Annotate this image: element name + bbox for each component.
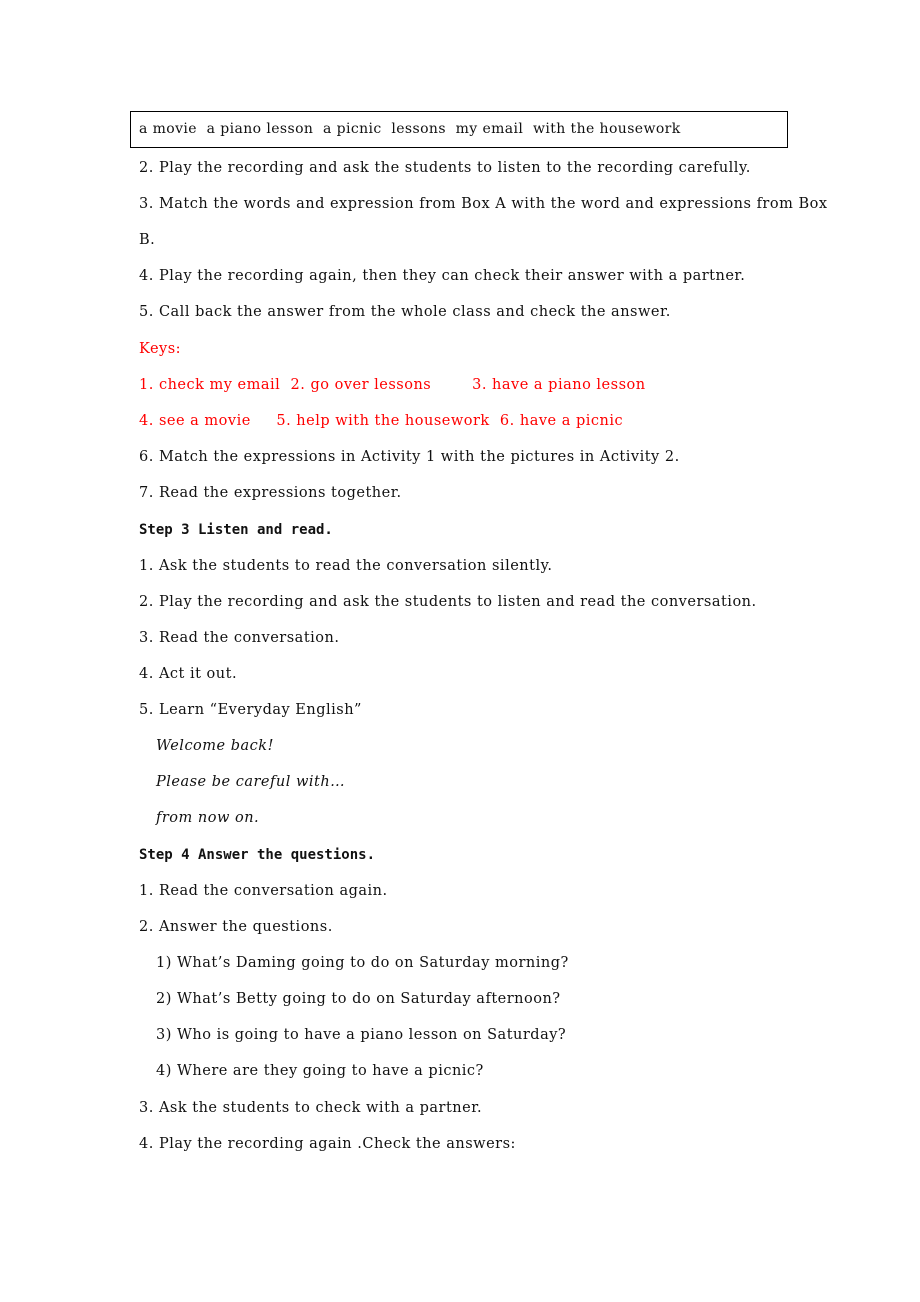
step3-heading: Step 3 Listen and read. bbox=[139, 522, 333, 538]
box-a-text: a movie a piano lesson a picnic lessons my email with the housework bbox=[139, 121, 681, 137]
step4-item: 3. Ask the students to check with a partner. bbox=[139, 1100, 483, 1116]
step4-item: 1. Read the conversation again. bbox=[139, 883, 388, 899]
keys-row: 1. check my email 2. go over lessons 3. have a piano lesson bbox=[139, 377, 646, 393]
step4-heading: Step 4 Answer the questions. bbox=[139, 847, 376, 863]
everyday-english-phrase: Please be careful with… bbox=[156, 774, 346, 790]
step4-item: 2. Answer the questions. bbox=[139, 919, 333, 935]
question-item: 1) What’s Daming going to do on Saturday morning? bbox=[156, 955, 569, 971]
step-item-continued: B. bbox=[139, 232, 156, 248]
step-item: 3. Match the words and expression from Box A with the word and expressions from Box bbox=[139, 196, 828, 212]
step3-item: 5. Learn “Everyday English” bbox=[139, 702, 362, 718]
everyday-english-phrase: Welcome back! bbox=[156, 738, 274, 754]
step4-item: 4. Play the recording again .Check the answers: bbox=[139, 1136, 516, 1152]
step-item: 5. Call back the answer from the whole class and check the answer. bbox=[139, 304, 671, 320]
step3-item: 4. Act it out. bbox=[139, 666, 238, 682]
step3-item: 1. Ask the students to read the conversation silently. bbox=[139, 558, 553, 574]
step3-item: 2. Play the recording and ask the students to listen and read the conversation. bbox=[139, 594, 757, 610]
everyday-english-phrase: from now on. bbox=[156, 810, 260, 826]
step-item: 4. Play the recording again, then they can check their answer with a partner. bbox=[139, 268, 746, 284]
step-item: 2. Play the recording and ask the students to listen to the recording carefully. bbox=[139, 160, 751, 176]
keys-row: 4. see a movie 5. help with the housework 6. have a picnic bbox=[139, 413, 624, 429]
box-a-words bbox=[130, 111, 788, 148]
question-item: 4) Where are they going to have a picnic? bbox=[156, 1063, 484, 1079]
question-item: 2) What’s Betty going to do on Saturday afternoon? bbox=[156, 991, 561, 1007]
step-item: 6. Match the expressions in Activity 1 with the pictures in Activity 2. bbox=[139, 449, 680, 465]
step-item: 7. Read the expressions together. bbox=[139, 485, 402, 501]
step3-item: 3. Read the conversation. bbox=[139, 630, 340, 646]
question-item: 3) Who is going to have a piano lesson on Saturday? bbox=[156, 1027, 567, 1043]
keys-label: Keys: bbox=[139, 341, 182, 357]
